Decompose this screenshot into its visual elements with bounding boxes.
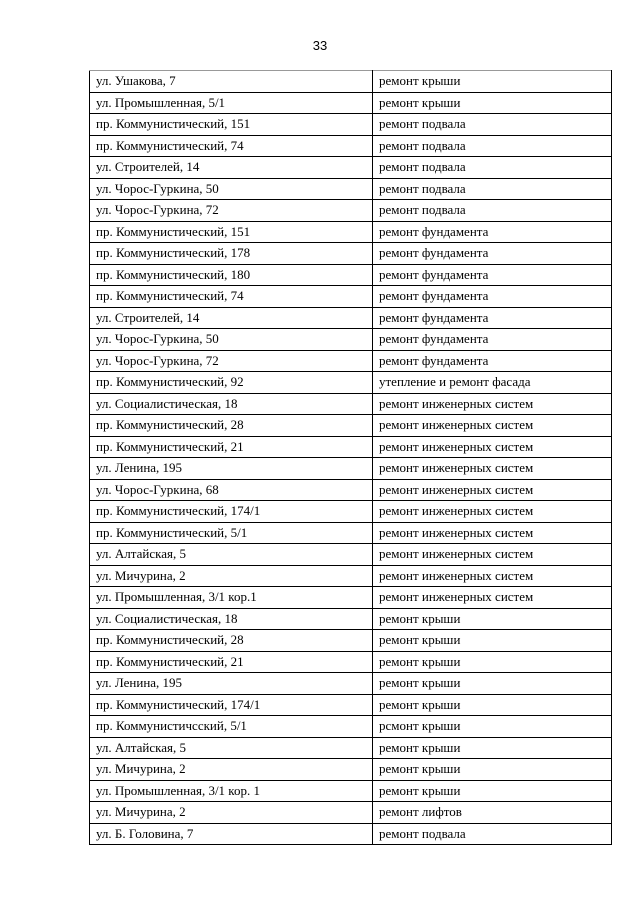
table-row bbox=[90, 350, 612, 372]
table-row bbox=[90, 737, 612, 759]
work-type-cell: ремонт подвала bbox=[373, 200, 612, 222]
table-row bbox=[90, 114, 612, 136]
table-row bbox=[90, 651, 612, 673]
work-type-cell: ремонт крыши bbox=[373, 651, 612, 673]
address-cell: пр. Коммунистический, 21 bbox=[90, 651, 373, 673]
address-cell: ул. Строителей, 14 bbox=[90, 157, 373, 179]
table-row bbox=[90, 178, 612, 200]
work-type-cell: ремонт инженерных систем bbox=[373, 479, 612, 501]
address-cell: ул. Чорос-Гуркина, 72 bbox=[90, 350, 373, 372]
table-row bbox=[90, 157, 612, 179]
address-cell: ул. Промышленная, 5/1 bbox=[90, 92, 373, 114]
address-cell: ул. Мичурина, 2 bbox=[90, 565, 373, 587]
work-type-cell: ремонт фундамента bbox=[373, 350, 612, 372]
address-cell: пр. Коммунистический, 151 bbox=[90, 114, 373, 136]
table-row bbox=[90, 479, 612, 501]
address-cell: ул. Промышленная, 3/1 кор.1 bbox=[90, 587, 373, 609]
table-row bbox=[90, 393, 612, 415]
address-cell: пр. Коммунистический, 28 bbox=[90, 630, 373, 652]
work-type-cell: ремонт крыши bbox=[373, 608, 612, 630]
address-cell: пр. Коммунистический, 174/1 bbox=[90, 501, 373, 523]
address-cell: ул. Мичурина, 2 bbox=[90, 802, 373, 824]
work-type-cell: ремонт крыши bbox=[373, 630, 612, 652]
address-cell: пр. Коммунистический, 92 bbox=[90, 372, 373, 394]
table-row bbox=[90, 71, 612, 93]
table-row bbox=[90, 92, 612, 114]
work-type-cell: ремонт подвала bbox=[373, 135, 612, 157]
work-type-cell: ремонт фундамента bbox=[373, 243, 612, 265]
table-row bbox=[90, 802, 612, 824]
table-row bbox=[90, 565, 612, 587]
work-type-cell: ремонт крыши bbox=[373, 92, 612, 114]
work-type-cell: ремонт фундамента bbox=[373, 221, 612, 243]
work-type-cell: ремонт инженерных систем bbox=[373, 501, 612, 523]
work-type-cell: ремонт подвала bbox=[373, 823, 612, 845]
table-row bbox=[90, 307, 612, 329]
table-row bbox=[90, 415, 612, 437]
address-cell: пр. Коммунистический, 151 bbox=[90, 221, 373, 243]
work-type-cell: ремонт инженерных систем bbox=[373, 522, 612, 544]
address-cell: ул. Ушакова, 7 bbox=[90, 71, 373, 93]
table-row bbox=[90, 458, 612, 480]
address-work-table bbox=[89, 70, 612, 845]
work-type-cell: ремонт фундамента bbox=[373, 329, 612, 351]
table-row bbox=[90, 286, 612, 308]
table-row bbox=[90, 329, 612, 351]
address-cell: пр. Коммунистический, 5/1 bbox=[90, 522, 373, 544]
table-row bbox=[90, 372, 612, 394]
address-cell: ул. Ленина, 195 bbox=[90, 673, 373, 695]
address-cell: ул. Социалистическая, 18 bbox=[90, 393, 373, 415]
address-cell: ул. Мичурина, 2 bbox=[90, 759, 373, 781]
work-type-cell: ремонт инженерных систем bbox=[373, 458, 612, 480]
table-row bbox=[90, 694, 612, 716]
address-cell: пр. Коммунистичсский, 5/1 bbox=[90, 716, 373, 738]
table-row bbox=[90, 587, 612, 609]
table-body bbox=[90, 71, 612, 845]
table-row bbox=[90, 823, 612, 845]
table-row bbox=[90, 759, 612, 781]
work-type-cell: ремонт подвала bbox=[373, 178, 612, 200]
work-type-cell: ремонт инженерных систем bbox=[373, 587, 612, 609]
work-type-cell: ремонт крыши bbox=[373, 673, 612, 695]
table-row bbox=[90, 264, 612, 286]
address-cell: пр. Коммунистический, 180 bbox=[90, 264, 373, 286]
table-row bbox=[90, 673, 612, 695]
work-type-cell: ремонт фундамента bbox=[373, 307, 612, 329]
work-type-cell: ремонт крыши bbox=[373, 737, 612, 759]
address-cell: пр. Коммунистический, 174/1 bbox=[90, 694, 373, 716]
table-row bbox=[90, 221, 612, 243]
address-cell: пр. Коммунистический, 74 bbox=[90, 135, 373, 157]
address-cell: ул. Промышленная, 3/1 кор. 1 bbox=[90, 780, 373, 802]
address-cell: ул. Социалистическая, 18 bbox=[90, 608, 373, 630]
work-type-cell: ремонт инженерных систем bbox=[373, 544, 612, 566]
table-row bbox=[90, 544, 612, 566]
table-row bbox=[90, 243, 612, 265]
work-type-cell: ремонт лифтов bbox=[373, 802, 612, 824]
work-type-cell: ремонт инженерных систем bbox=[373, 565, 612, 587]
work-type-cell: ремонт подвала bbox=[373, 157, 612, 179]
work-type-cell: ремонт инженерных систем bbox=[373, 436, 612, 458]
page-number: 33 bbox=[312, 38, 328, 53]
address-cell: ул. Чорос-Гуркина, 50 bbox=[90, 329, 373, 351]
work-type-cell: ремонт инженерных систем bbox=[373, 415, 612, 437]
table-row bbox=[90, 780, 612, 802]
address-cell: пр. Коммунистический, 178 bbox=[90, 243, 373, 265]
work-type-cell: ремонт крыши bbox=[373, 71, 612, 93]
table-row bbox=[90, 608, 612, 630]
table-row bbox=[90, 716, 612, 738]
address-cell: пр. Коммунистический, 28 bbox=[90, 415, 373, 437]
work-type-cell: ремонт инженерных систем bbox=[373, 393, 612, 415]
work-type-cell: ремонт подвала bbox=[373, 114, 612, 136]
address-cell: пр. Коммунистический, 74 bbox=[90, 286, 373, 308]
address-cell: ул. Б. Головина, 7 bbox=[90, 823, 373, 845]
work-type-cell: ремонт крыши bbox=[373, 694, 612, 716]
work-type-cell: ремонт крыши bbox=[373, 759, 612, 781]
address-cell: ул. Чорос-Гуркина, 50 bbox=[90, 178, 373, 200]
address-cell: ул. Чорос-Гуркина, 68 bbox=[90, 479, 373, 501]
work-type-cell: утепление и ремонт фасада bbox=[373, 372, 612, 394]
table-row bbox=[90, 135, 612, 157]
work-type-cell: рсмонт крыши bbox=[373, 716, 612, 738]
work-type-cell: ремонт крыши bbox=[373, 780, 612, 802]
address-cell: ул. Строителей, 14 bbox=[90, 307, 373, 329]
table-row bbox=[90, 522, 612, 544]
work-type-cell: ремонт фундамента bbox=[373, 264, 612, 286]
table-row bbox=[90, 630, 612, 652]
address-cell: ул. Алтайская, 5 bbox=[90, 544, 373, 566]
address-cell: пр. Коммунистический, 21 bbox=[90, 436, 373, 458]
table-row bbox=[90, 436, 612, 458]
address-cell: ул. Алтайская, 5 bbox=[90, 737, 373, 759]
table-row bbox=[90, 200, 612, 222]
work-type-cell: ремонт фундамента bbox=[373, 286, 612, 308]
address-cell: ул. Чорос-Гуркина, 72 bbox=[90, 200, 373, 222]
address-cell: ул. Ленина, 195 bbox=[90, 458, 373, 480]
table-row bbox=[90, 501, 612, 523]
